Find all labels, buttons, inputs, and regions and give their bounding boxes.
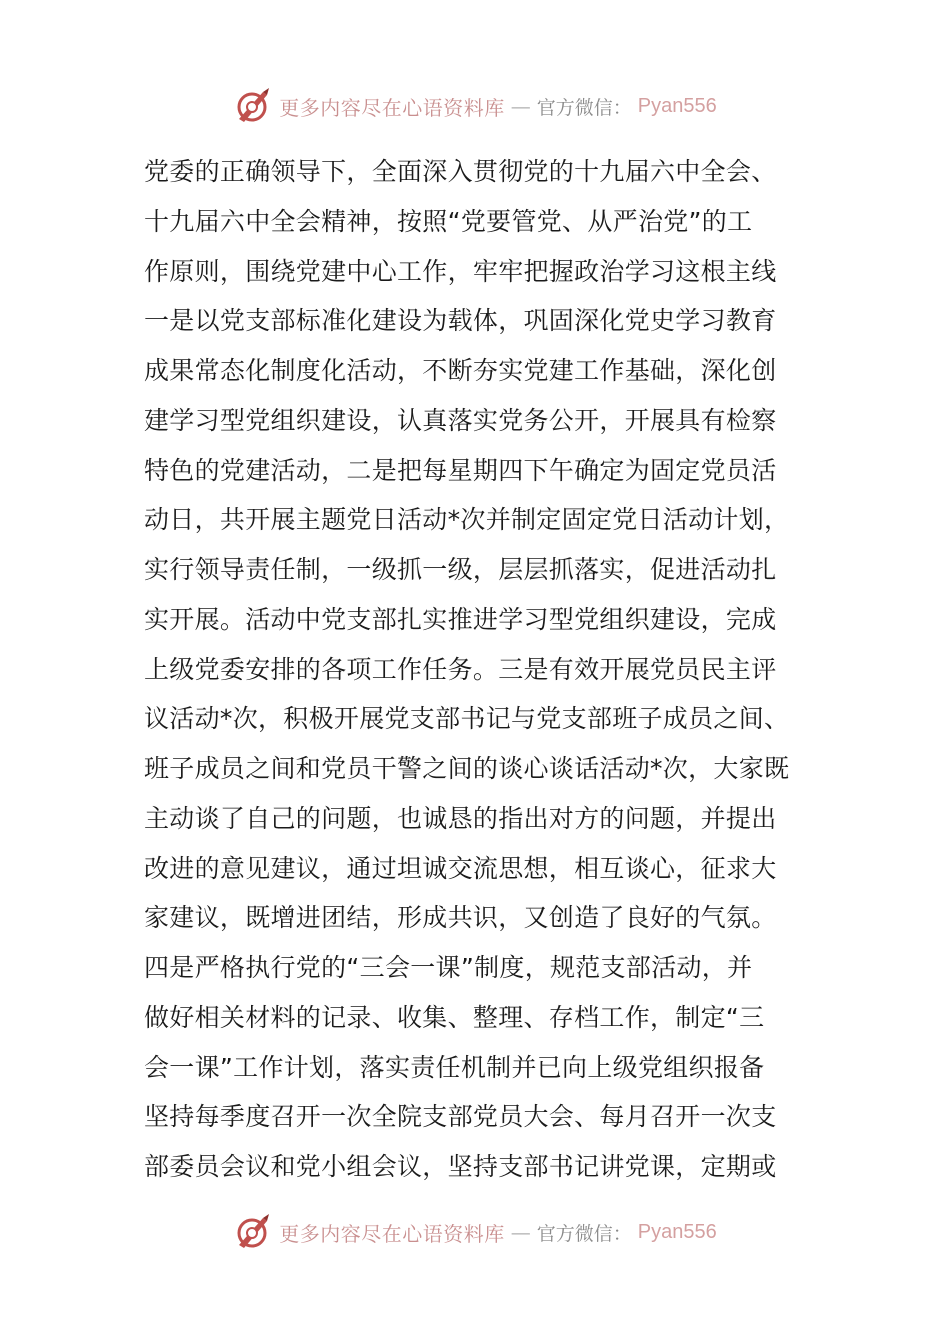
text-line: 家建议，既增进团结，形成共识，又创造了良好的气氛。 (144, 903, 777, 933)
text-line: 四是严格执行党的“三会一课”制度，规范支部活动，并 (144, 953, 753, 982)
text-line: 上级党委安排的各项工作任务。三是有效开展党员民主评 (144, 654, 777, 684)
text-line: 实行领导责任制，一级抓一级，层层抓落实，促进活动扎 (144, 555, 777, 584)
footer-dash: — (510, 1220, 531, 1244)
text-line: 特色的党建活动，二是把每星期四下午确定为固定党员活 (144, 455, 777, 485)
pen-logo-icon (233, 1212, 273, 1252)
text-line: 坚持每季度召开一次全院支部党员大会、每月召开一次支 (144, 1102, 777, 1132)
text-line: 做好相关材料的记录、收集、整理、存档工作，制定“三 (144, 1002, 765, 1032)
footer-wechat-account: Pyan556 (637, 1220, 717, 1243)
text-line: 部委员会议和党小组会议，坚持支部书记讲党课，定期或 (144, 1152, 777, 1181)
text-line: 改进的意见建议，通过坦诚交流思想，相互谈心，征求大 (144, 853, 777, 883)
text-line: 会一课”工作计划，落实责任机制并已向上级党组织报备 (144, 1052, 765, 1082)
text-line: 一是以党支部标准化建设为载体，巩固深化党史学习教育 (144, 306, 777, 336)
text-line: 建学习型党组织建设，认真落实党务公开，开展具有检察 (144, 405, 777, 435)
footer-wechat-label: 官方微信： (536, 1222, 632, 1245)
header-wechat-account: Pyan556 (637, 94, 717, 117)
document-body (144, 147, 809, 1192)
text-line: 十九届六中全会精神，按照“党要管党、从严治党”的工 (144, 206, 753, 236)
text-line: 党委的正确领导下，全面深入贯彻党的十九届六中全会、 (144, 157, 777, 186)
text-line: 议活动*次，积极开展党支部书记与党支部班子成员之间、 (144, 704, 790, 734)
header-slogan: 更多内容尽在心语资料库 (279, 95, 505, 120)
header-banner (0, 84, 950, 128)
text-line: 作原则，围绕党建中心工作，牢牢把握政治学习这根主线 (144, 256, 777, 286)
text-line: 班子成员之间和党员干警之间的谈心谈话活动*次，大家既 (144, 754, 790, 783)
text-line: 成果常态化制度化活动，不断夯实党建工作基础，深化创 (144, 356, 777, 385)
text-line: 动日，共开展主题党日活动*次并制定固定党日活动计划， (144, 505, 790, 535)
text-line: 实开展。活动中党支部扎实推进学习型党组织建设，完成 (144, 604, 777, 634)
pen-logo-icon (233, 86, 273, 126)
header-wechat-label: 官方微信： (536, 96, 632, 119)
footer-slogan: 更多内容尽在心语资料库 (279, 1221, 505, 1246)
header-dash: — (510, 94, 531, 118)
footer-banner (0, 1210, 950, 1254)
text-line: 主动谈了自己的问题，也诚恳的指出对方的问题，并提出 (144, 803, 777, 833)
